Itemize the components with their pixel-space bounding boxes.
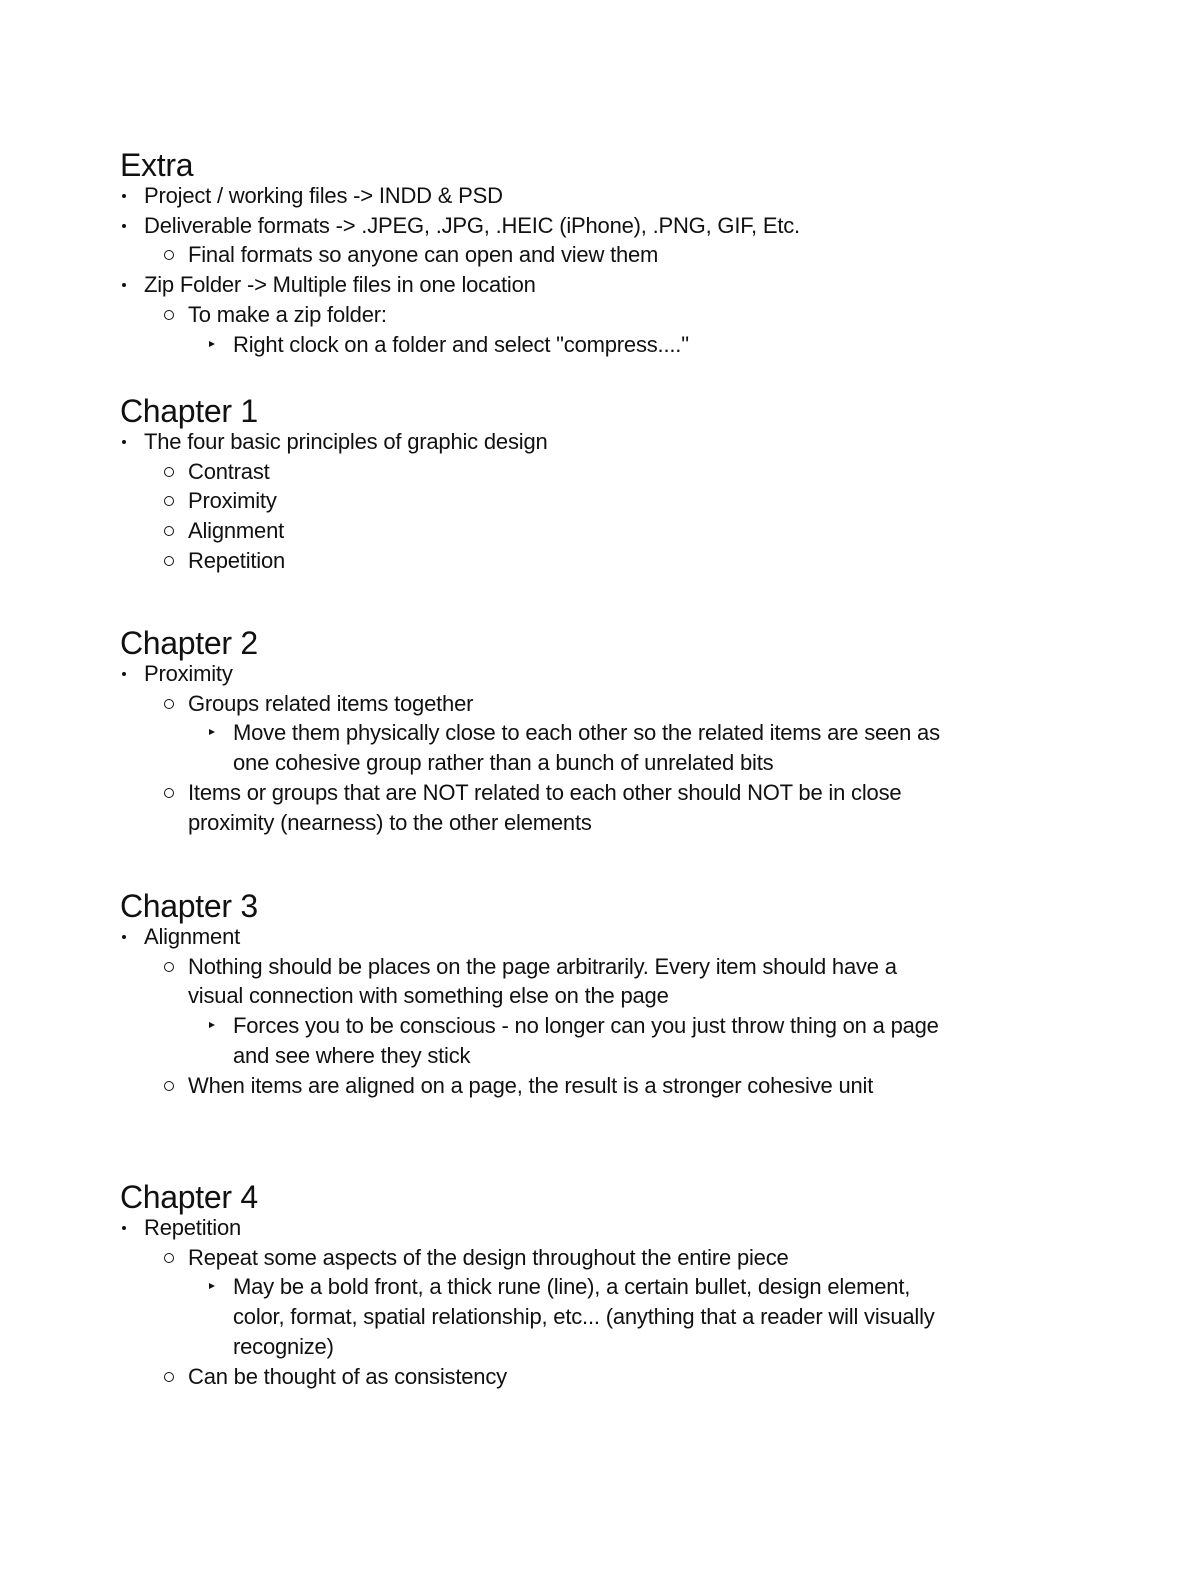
ring-bullet-icon	[164, 699, 174, 709]
section-chapter-2	[120, 623, 1080, 837]
sub-bullet-item: Items or groups that are NOT related to each other should NOT be in close	[120, 778, 1080, 808]
triangle-bullet-icon	[209, 341, 215, 347]
sub-bullet-item: Proximity	[120, 486, 1080, 516]
sub-sub-bullet-item: Right clock on a folder and select "compress...."	[120, 330, 1080, 360]
ring-bullet-icon	[164, 556, 174, 566]
dot-bullet-icon	[122, 935, 126, 939]
ring-bullet-icon	[164, 1253, 174, 1263]
sub-bullet-item: When items are aligned on a page, the result is a stronger cohesive unit	[120, 1071, 1080, 1101]
dot-bullet-icon	[122, 224, 126, 228]
bullet-item: Proximity	[120, 659, 1080, 689]
sub-bullet-item: Repetition	[120, 546, 1080, 576]
ring-bullet-icon	[164, 962, 174, 972]
dot-bullet-icon	[122, 440, 126, 444]
ring-bullet-icon	[164, 467, 174, 477]
bullet-item: Repetition	[120, 1213, 1080, 1243]
triangle-bullet-icon	[209, 1022, 215, 1028]
sub-bullet-item: Repeat some aspects of the design throughout the entire piece	[120, 1243, 1080, 1273]
ring-bullet-icon	[164, 788, 174, 798]
section-chapter-1	[120, 391, 1080, 576]
sub-bullet-item: Nothing should be places on the page arbitrarily. Every item should have a	[120, 952, 1080, 982]
ring-bullet-icon	[164, 526, 174, 536]
ring-bullet-icon	[164, 310, 174, 320]
section-heading: Chapter 2	[120, 625, 258, 661]
dot-bullet-icon	[122, 672, 126, 676]
bullet-item: The four basic principles of graphic design	[120, 427, 1080, 457]
sub-bullet-item: Final formats so anyone can open and view them	[120, 240, 1080, 270]
sub-sub-bullet-item: May be a bold front, a thick rune (line), a certain bullet, design element,	[120, 1272, 1080, 1302]
dot-bullet-icon	[122, 283, 126, 287]
sub-bullet-item: Contrast	[120, 457, 1080, 487]
section-heading: Chapter 3	[120, 888, 258, 924]
sub-sub-bullet-item: Move them physically close to each other so the related items are seen as	[120, 718, 1080, 748]
ring-bullet-icon	[164, 1372, 174, 1382]
bullet-continuation: one cohesive group rather than a bunch of unrelated bits	[233, 750, 774, 776]
section-heading: Extra	[120, 147, 194, 183]
section-extra	[120, 145, 1080, 359]
ring-bullet-icon	[164, 496, 174, 506]
section-heading: Chapter 1	[120, 393, 258, 429]
sub-sub-bullet-item: Forces you to be conscious - no longer can you just throw thing on a page	[120, 1011, 1080, 1041]
bullet-continuation: recognize)	[233, 1333, 334, 1359]
bullet-continuation: color, format, spatial relationship, etc... (anything that a reader will visually	[233, 1304, 935, 1330]
section-chapter-3	[120, 886, 1080, 1100]
triangle-bullet-icon	[209, 1283, 215, 1289]
sub-bullet-item: Groups related items together	[120, 689, 1080, 719]
sub-bullet-item: Alignment	[120, 516, 1080, 546]
ring-bullet-icon	[164, 1081, 174, 1091]
section-chapter-4	[120, 1177, 1080, 1391]
dot-bullet-icon	[122, 194, 126, 198]
section-heading: Chapter 4	[120, 1179, 258, 1215]
sub-bullet-item: To make a zip folder:	[120, 300, 1080, 330]
sub-bullet-item: Can be thought of as consistency	[120, 1362, 1080, 1392]
dot-bullet-icon	[122, 1226, 126, 1230]
bullet-continuation: proximity (nearness) to the other elements	[188, 809, 592, 835]
triangle-bullet-icon	[209, 729, 215, 735]
ring-bullet-icon	[164, 250, 174, 260]
bullet-item: Alignment	[120, 922, 1080, 952]
bullet-continuation: visual connection with something else on the page	[188, 983, 669, 1009]
bullet-continuation: and see where they stick	[233, 1042, 471, 1068]
bullet-item: Deliverable formats -> .JPEG, .JPG, .HEIC (iPhone), .PNG, GIF, Etc.	[120, 211, 1080, 241]
bullet-item: Project / working files -> INDD & PSD	[120, 181, 1080, 211]
bullet-item: Zip Folder -> Multiple files in one location	[120, 270, 1080, 300]
